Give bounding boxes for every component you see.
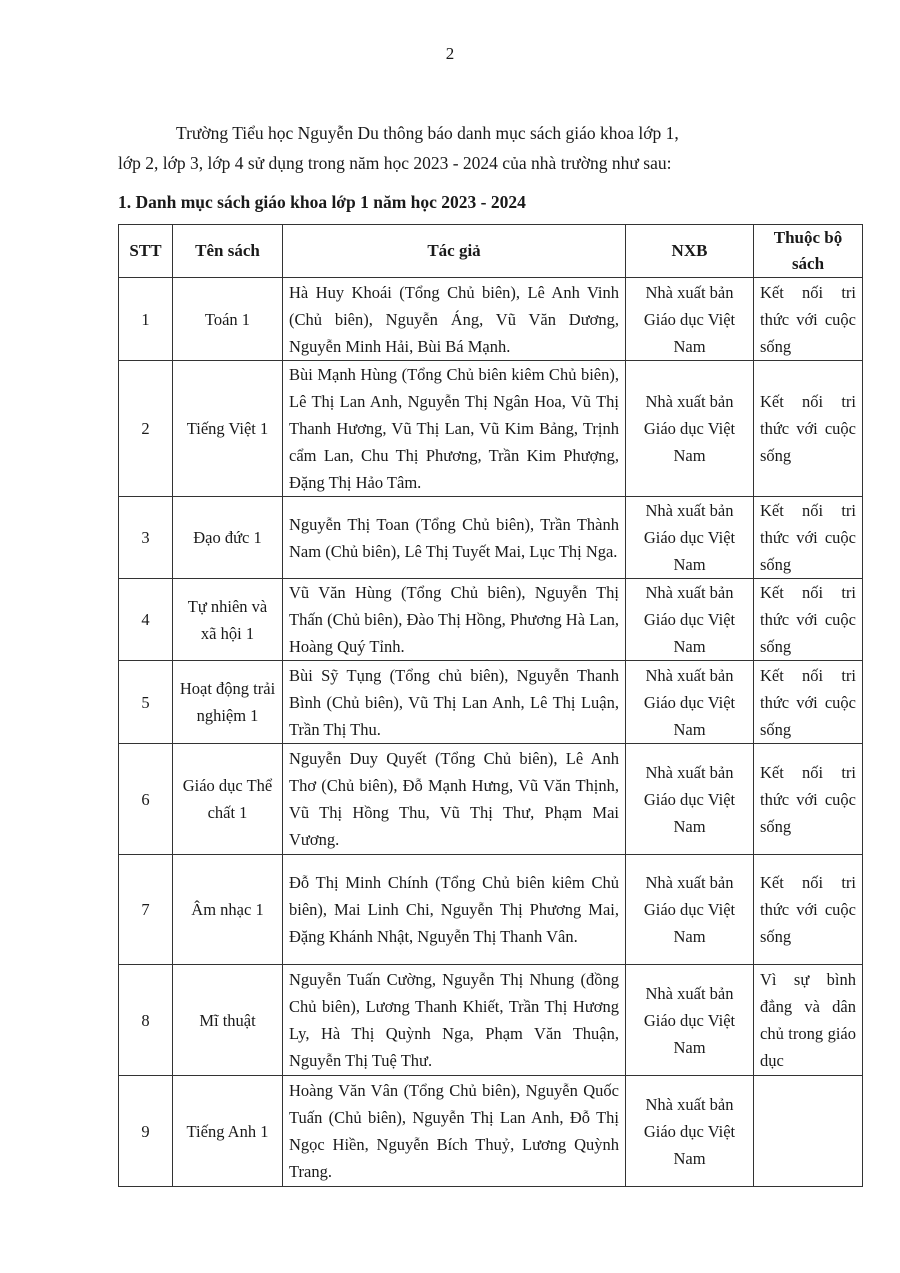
- intro-paragraph: [118, 118, 863, 178]
- table-row: [119, 278, 863, 361]
- row-number-cell: 2: [119, 361, 173, 497]
- book-series-cell: Kết nối tri thức với cuộc sống: [754, 855, 863, 965]
- book-series-cell: Kết nối tri thức với cuộc sống: [754, 361, 863, 497]
- publisher-cell: Nhà xuất bản Giáo dục Việt Nam: [626, 661, 754, 744]
- book-name-cell: Mĩ thuật: [173, 965, 283, 1076]
- publisher-cell: Nhà xuất bản Giáo dục Việt Nam: [626, 278, 754, 361]
- book-series-cell: [754, 1076, 863, 1187]
- book-series-cell: Vì sự bình đẳng và dân chủ trong giáo dục: [754, 965, 863, 1076]
- authors-cell: Đỗ Thị Minh Chính (Tổng Chủ biên kiêm Chủ biên), Mai Linh Chi, Nguyễn Thị Phương Mai, Đặng Khánh Nhật, Nguyễn Thị Thanh Vân.: [283, 855, 626, 965]
- row-number-cell: 3: [119, 497, 173, 579]
- page-number: 2: [445, 44, 455, 63]
- publisher-cell: Nhà xuất bản Giáo dục Việt Nam: [626, 579, 754, 661]
- book-name-cell: Toán 1: [173, 278, 283, 361]
- row-number-cell: 4: [119, 579, 173, 661]
- table-row: [119, 497, 863, 579]
- book-series-cell: Kết nối tri thức với cuộc sống: [754, 579, 863, 661]
- authors-cell: Nguyễn Thị Toan (Tổng Chủ biên), Trần Thành Nam (Chủ biên), Lê Thị Tuyết Mai, Lục Thị Nga.: [283, 497, 626, 579]
- book-series-cell: Kết nối tri thức với cuộc sống: [754, 278, 863, 361]
- header-book-series: Thuộc bộ sách: [754, 225, 863, 278]
- book-series-cell: Kết nối tri thức với cuộc sống: [754, 497, 863, 579]
- header-publisher: NXB: [626, 225, 754, 278]
- book-series-cell: Kết nối tri thức với cuộc sống: [754, 661, 863, 744]
- authors-cell: Bùi Mạnh Hùng (Tổng Chủ biên kiêm Chủ biên), Lê Thị Lan Anh, Nguyễn Thị Ngân Hoa, Vũ Thị Thanh Hương, Vũ Thị Lan, Vũ Kim Bảng, Trịnh cẩm Lan, Chu Thị Phương, Trần Kim Phượng, Đặng Thị Hảo Tâm.: [283, 361, 626, 497]
- authors-cell: Bùi Sỹ Tụng (Tổng chủ biên), Nguyễn Thanh Bình (Chủ biên), Vũ Thị Lan Anh, Lê Thị Luận, Trần Thị Thu.: [283, 661, 626, 744]
- table-header-row: [119, 225, 863, 278]
- authors-cell: Vũ Văn Hùng (Tổng Chủ biên), Nguyễn Thị Thấn (Chủ biên), Đào Thị Hồng, Phương Hà Lan, Hoàng Quý Tỉnh.: [283, 579, 626, 661]
- authors-cell: Nguyễn Tuấn Cường, Nguyễn Thị Nhung (đồng Chủ biên), Lương Thanh Khiết, Trần Thị Hương Ly, Hà Thị Quỳnh Nga, Phạm Văn Thuận, Nguyễn Thị Tuệ Thư.: [283, 965, 626, 1076]
- intro-line-1: Trường Tiểu học Nguyễn Du thông báo danh mục sách giáo khoa lớp 1,: [176, 123, 679, 143]
- table-row: [119, 744, 863, 855]
- intro-line-2: lớp 2, lớp 3, lớp 4 sử dụng trong năm học 2023 - 2024 của nhà trường như sau:: [118, 153, 672, 173]
- book-name-cell: Đạo đức 1: [173, 497, 283, 579]
- row-number-cell: 5: [119, 661, 173, 744]
- row-number-cell: 6: [119, 744, 173, 855]
- row-number-cell: 1: [119, 278, 173, 361]
- book-name-cell: Tự nhiên và xã hội 1: [173, 579, 283, 661]
- publisher-cell: Nhà xuất bản Giáo dục Việt Nam: [626, 497, 754, 579]
- table-row: [119, 965, 863, 1076]
- book-series-cell: Kết nối tri thức với cuộc sống: [754, 744, 863, 855]
- publisher-cell: Nhà xuất bản Giáo dục Việt Nam: [626, 965, 754, 1076]
- book-name-cell: Hoạt động trải nghiệm 1: [173, 661, 283, 744]
- authors-cell: Nguyễn Duy Quyết (Tổng Chủ biên), Lê Anh Thơ (Chủ biên), Đỗ Mạnh Hưng, Vũ Văn Thịnh, Vũ Thị Hồng Thu, Vũ Thị Thư, Phạm Mai Vương.: [283, 744, 626, 855]
- publisher-cell: Nhà xuất bản Giáo dục Việt Nam: [626, 855, 754, 965]
- publisher-cell: Nhà xuất bản Giáo dục Việt Nam: [626, 1076, 754, 1187]
- header-author: Tác giả: [283, 225, 626, 278]
- table-row: [119, 855, 863, 965]
- book-name-cell: Tiếng Việt 1: [173, 361, 283, 497]
- table-row: [119, 1076, 863, 1187]
- row-number-cell: 7: [119, 855, 173, 965]
- book-name-cell: Tiếng Anh 1: [173, 1076, 283, 1187]
- header-stt: STT: [119, 225, 173, 278]
- publisher-cell: Nhà xuất bản Giáo dục Việt Nam: [626, 361, 754, 497]
- section-heading: 1. Danh mục sách giáo khoa lớp 1 năm học 2023 - 2024: [118, 192, 526, 212]
- publisher-cell: Nhà xuất bản Giáo dục Việt Nam: [626, 744, 754, 855]
- table-row: [119, 361, 863, 497]
- book-name-cell: Âm nhạc 1: [173, 855, 283, 965]
- textbook-table: [118, 224, 863, 1187]
- authors-cell: Hoàng Văn Vân (Tổng Chủ biên), Nguyễn Quốc Tuấn (Chủ biên), Nguyễn Thị Lan Anh, Đỗ Thị Ngọc Hiền, Nguyễn Bích Thuỷ, Lương Quỳnh Trang.: [283, 1076, 626, 1187]
- table-row: [119, 661, 863, 744]
- table-row: [119, 579, 863, 661]
- authors-cell: Hà Huy Khoái (Tổng Chủ biên), Lê Anh Vinh (Chủ biên), Nguyễn Áng, Vũ Văn Dương, Nguyễn Minh Hải, Bùi Bá Mạnh.: [283, 278, 626, 361]
- book-name-cell: Giáo dục Thể chất 1: [173, 744, 283, 855]
- header-book-name: Tên sách: [173, 225, 283, 278]
- row-number-cell: 8: [119, 965, 173, 1076]
- row-number-cell: 9: [119, 1076, 173, 1187]
